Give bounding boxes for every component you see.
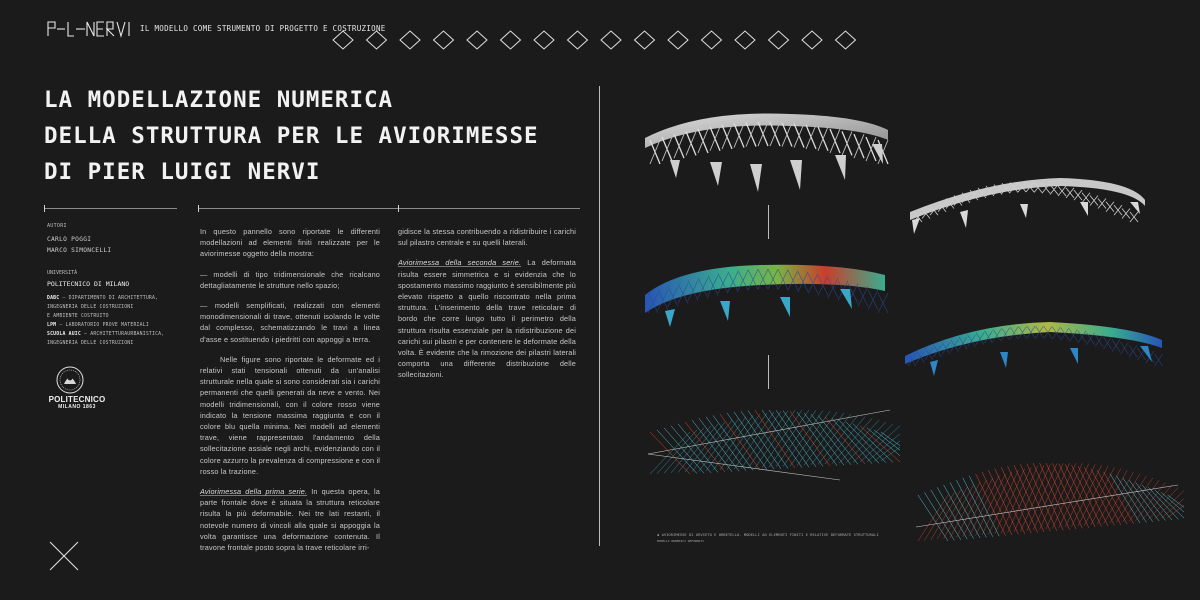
paragraph: — modelli di tipo tridimensionale che ricalcano dettagliatamente le strutture nello spazio; bbox=[200, 269, 380, 290]
x-decoration-icon bbox=[48, 540, 80, 572]
department-line: INGEGNERIA DELLE COSTRUZIONI bbox=[47, 341, 134, 346]
logo-name: POLITECNICO bbox=[48, 395, 106, 404]
divider-middle bbox=[198, 208, 580, 209]
university-name: POLITECNICO DI MILANO bbox=[47, 280, 130, 288]
divider-tick bbox=[44, 205, 45, 212]
department-line: LPM – LABORATORIO PROVE MATERIALI bbox=[47, 323, 149, 328]
diamond-shape bbox=[601, 31, 621, 49]
beam-model-second-series bbox=[912, 455, 1184, 550]
diamond-shape bbox=[367, 31, 387, 49]
diamond-shape bbox=[836, 31, 856, 49]
pl-nervi-logo bbox=[46, 18, 146, 40]
politecnico-seal-icon bbox=[55, 365, 85, 395]
diamond-shape bbox=[467, 31, 487, 49]
title-line-3: DI PIER LUIGI NERVI bbox=[44, 159, 321, 185]
paragraph-lead: Aviorimessa della prima serie. bbox=[200, 487, 308, 497]
paragraph: Aviorimessa della seconda serie. La deformata risulta essere simmetrica e si evidenzia che lo spostamento massimo raggiunto è sensibilmente più elevato rispetto a quello riscontrato nella prima struttura. L'inserimento della trave reticolare di bordo che corre lungo tutto il perimetro della struttura risulta essenziale per la ridistribuzione dei carichi sui pilastri e per contenere le deformate della volta. È evidente che la rimozione dei pilastri laterali comporta una differente distribuzione delle sollecitazioni. bbox=[398, 258, 576, 380]
beam-model-first-series bbox=[640, 402, 900, 484]
university-label: UNIVERSITÀ bbox=[47, 270, 78, 276]
stress-map-second-series bbox=[900, 318, 1170, 386]
diamond-pattern bbox=[331, 30, 871, 50]
paragraph: In questo pannello sono riportate le differenti modellazioni ad elementi finiti realizzate per le aviorimesse oggetto della mostra: bbox=[200, 227, 380, 259]
diamond-shape bbox=[769, 31, 789, 49]
paragraph: gidisce la stessa contribuendo a ridistribuire i carichi sul pilastro centrale e su quelli laterali. bbox=[398, 227, 576, 248]
stress-map-first-series bbox=[640, 255, 890, 335]
logo-city: MILANO 1863 bbox=[58, 404, 96, 410]
divider-tick bbox=[398, 205, 399, 212]
authors-label: AUTORI bbox=[47, 223, 67, 229]
model-3d-first-series bbox=[640, 100, 900, 200]
title-line-1: LA MODELLAZIONE NUMERICA bbox=[44, 87, 394, 113]
caption-line: MODELLI NUMERICI DEFORMATI bbox=[657, 539, 704, 543]
figure-caption bbox=[657, 532, 917, 544]
figure-divider bbox=[768, 205, 769, 239]
diamond-shape bbox=[568, 31, 588, 49]
caption-line: ▪ AVIORIMESSE DI ORVIETO E ORBETELLO. MODELLI AD ELEMENTI FINITI E RELATIVE DEFORMATE STRUTTURALI bbox=[657, 532, 879, 537]
paragraph: Nelle figure sono riportate le deformate ed i relativi stati tensionali ottenuti da un'analisi strutturale nella quale si sono considerati sia i carichi permanenti che quelli generati da neve e vento. Nei modelli tridimensionali, con il colore rosso viene indicato la tensione massima raggiunta e con il colore blu quella minima. Nei modelli ad elementi trave, viene rappresentato l'andamento della sollecitazione assiale negli archi, evidenziando con il colore azzurro la prevalenza di compressione e con il rosso la trazione. bbox=[200, 354, 380, 476]
diamond-shape bbox=[668, 31, 688, 49]
department-line: SCUOLA AUIC – ARCHITETTURAURBANISTICA, bbox=[47, 332, 165, 337]
text-column-2 bbox=[398, 226, 576, 390]
model-3d-second-series bbox=[900, 172, 1152, 242]
department-line: E AMBIENTE COSTRUITO bbox=[47, 314, 109, 319]
department-line: INGEGNERIA DELLE COSTRUZIONI bbox=[47, 305, 134, 310]
author-name: MARCO SIMONCELLI bbox=[47, 247, 112, 254]
header-subtitle: IL MODELLO COME STRUMENTO DI PROGETTO E COSTRUZIONE bbox=[140, 24, 386, 33]
paragraph-lead: Aviorimessa della seconda serie. bbox=[398, 258, 522, 268]
diamond-shape bbox=[802, 31, 822, 49]
text-column-1 bbox=[200, 226, 380, 562]
page-title bbox=[44, 82, 584, 190]
divider-tick bbox=[198, 205, 199, 212]
credits-column bbox=[47, 223, 177, 348]
diamond-shape bbox=[501, 31, 521, 49]
paragraph: — modelli semplificati, realizzati con elementi monodimensionali di trave, ottenuti isolando le volte dal complesso, schematizzando le travi a linea d'asse e sostituendo i piedritti con appoggi a terra. bbox=[200, 301, 380, 344]
department-line: DABC – DIPARTIMENTO DI ARCHITETTURA, bbox=[47, 296, 159, 301]
diamond-shape bbox=[333, 31, 353, 49]
paragraph: Aviorimessa della prima serie. In questa opera, la parte frontale dove è situata la struttura reticolare risulta la più deformabile. Nei tre lati restanti, il notevole numero di vincoli alla quale si appoggia la volta garantisce una deformazione contenuta. Il travone frontale posto sopra la trave reticolare irri- bbox=[200, 487, 380, 553]
diamond-shape bbox=[434, 31, 454, 49]
diamond-shape bbox=[534, 31, 554, 49]
title-line-2: DELLA STRUTTURA PER LE AVIORIMESSE bbox=[44, 123, 539, 149]
diamond-shape bbox=[635, 31, 655, 49]
author-name: CARLO POGGI bbox=[47, 236, 92, 243]
diamond-shape bbox=[400, 31, 420, 49]
center-divider bbox=[599, 86, 600, 546]
diamond-shape bbox=[702, 31, 722, 49]
divider-left bbox=[44, 208, 177, 209]
politecnico-logo bbox=[47, 395, 107, 410]
diamond-shape bbox=[735, 31, 755, 49]
figure-divider bbox=[768, 355, 769, 389]
